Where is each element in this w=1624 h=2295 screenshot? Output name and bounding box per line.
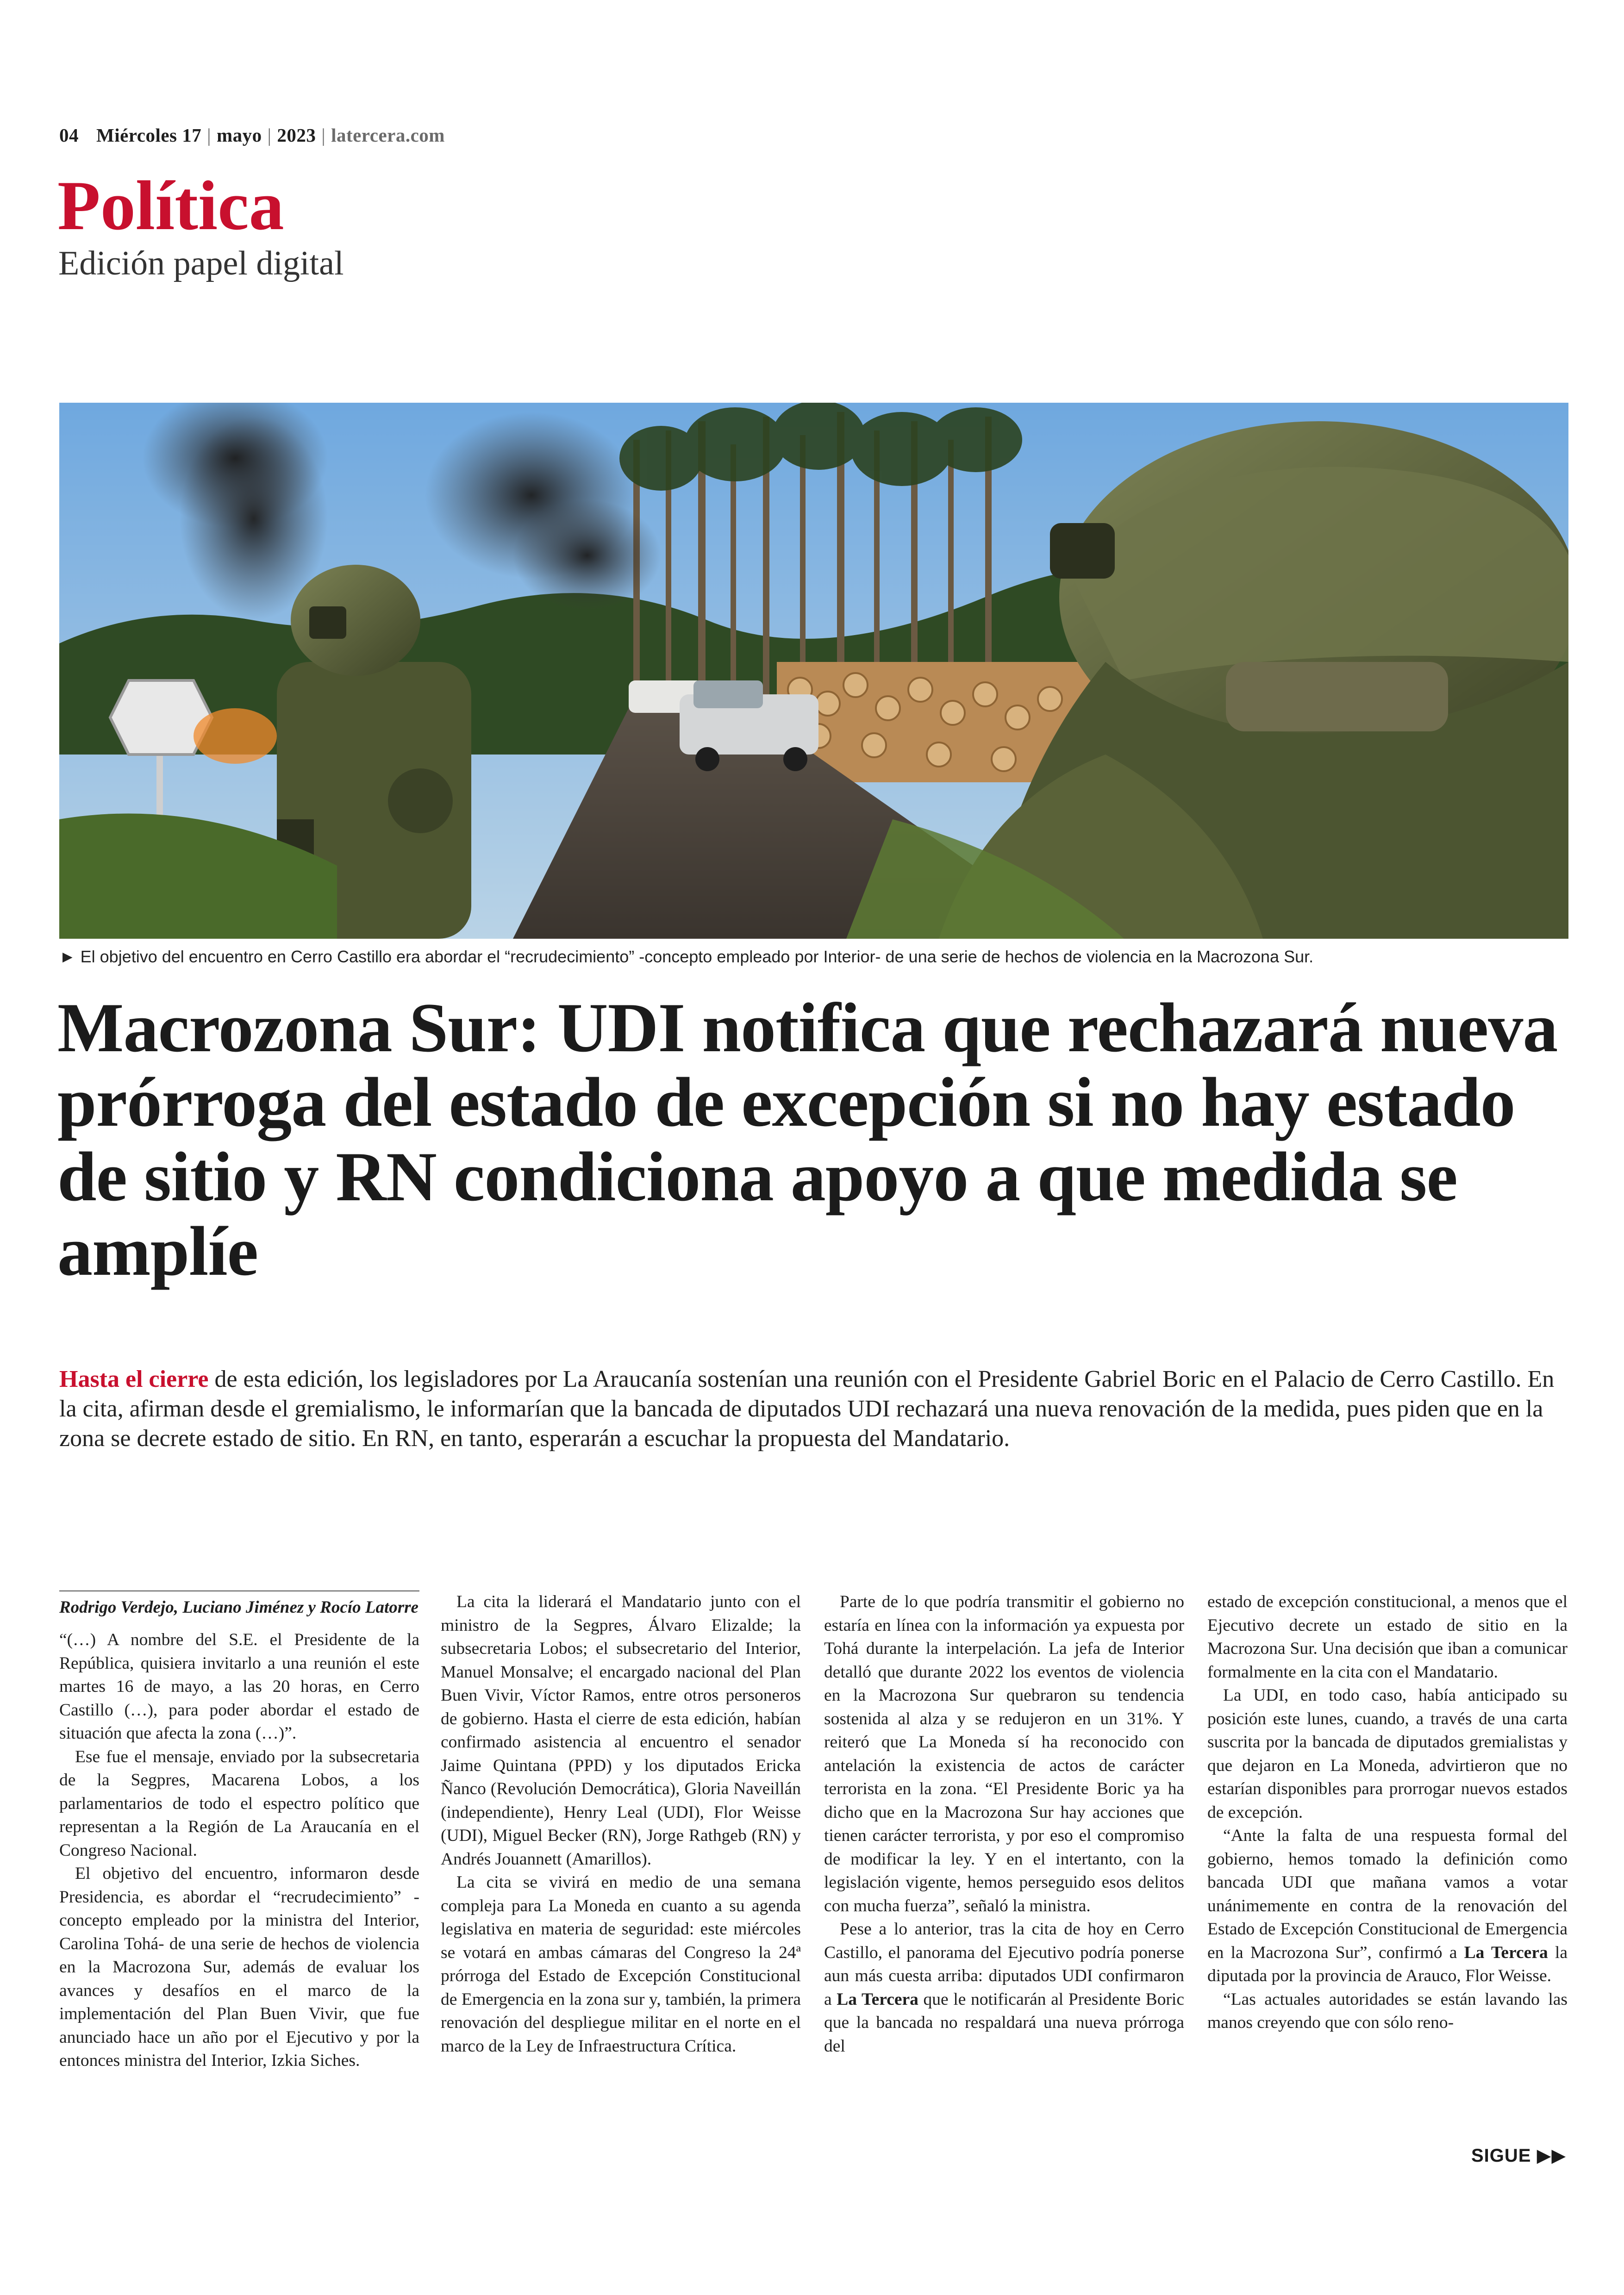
section-title: Política xyxy=(57,167,284,244)
date-year: 2023 xyxy=(277,125,316,146)
edition-label: Edición papel digital xyxy=(58,244,344,282)
paragraph: “(…) A nombre del S.E. el Presidente de la República, quisiera invitarlo a una reunión el este martes 16 de mayo, a las 20 horas, en Cerro Castillo (…), para poder abordar el estado de situación que afecta la zona (…)”. xyxy=(59,1630,419,1743)
paragraph-text: Pese a lo anterior, tras la cita de hoy en Cerro Castillo, el panorama del Ejecutivo podría ponerse aun más cuesta arriba: diputados UDI confirmaron a xyxy=(824,1920,1184,2009)
article-column-3 xyxy=(824,1590,1184,2058)
continue-marker[interactable]: SIGUE ▶▶ xyxy=(1471,2145,1567,2166)
paragraph-text: “Ante la falta de una respuesta formal del gobierno, hemos tomado la definición como bancada UDI que mañana vamos a votar unánimemente en contra de la renovación del Estado de Excepción Constitucional de Emergencia en la Macrozona Sur”, confirmó a xyxy=(1207,1826,1568,1962)
paragraph: estado de excepción constitucional, a menos que el Ejecutivo decrete un estado de sitio en la Macrozona Sur. Una decisión que iban a comunicar formalmente en la cita con el Mandatario. xyxy=(1207,1592,1568,1682)
date-day: Miércoles 17 xyxy=(96,125,202,146)
photo-caption: ► El objetivo del encuentro en Cerro Castillo era abordar el “recrudecimiento” -concepto empleado por Interior- de una serie de hechos de violencia en la Macrozona Sur. xyxy=(59,947,1314,966)
site-link[interactable]: latercera.com xyxy=(331,125,445,146)
paragraph: Ese fue el mensaje, enviado por la subsecretaria de la Segpres, Macarena Lobos, a los parlamentarios de todo el espectro político que representan a la Región de La Araucanía en el Congreso Nacional. xyxy=(59,1747,419,1860)
main-photo xyxy=(59,403,1568,939)
byline: Rodrigo Verdejo, Luciano Jiménez y Rocío Latorre xyxy=(59,1590,419,1619)
date-month: mayo xyxy=(216,125,262,146)
paragraph xyxy=(824,1918,1184,2058)
paragraph: La cita la liderará el Mandatario junto con el ministro de la Segpres, Álvaro Elizalde; la subsecretaria Lobos; el subsecretario del Interior, Manuel Monsalve; el encargado nacional del Plan Buen Vivir, Víctor Ramos, entre otros personeros de gobierno. Hasta el cierre de esta edición, habían confirmado asistencia al encuentro el senador Jaime Quintana (PPD) y los diputados Ericka Ñanco (Revolución Democrática), Gloria Naveillán (independiente), Henry Leal (UDI), Flor Weisse (UDI), Miguel Becker (RN), Jorge Rathgeb (RN) y Andrés Jouannett (Amarillos). xyxy=(441,1592,801,1869)
article-column-4 xyxy=(1207,1590,1568,2035)
paragraph: Parte de lo que podría transmitir el gobierno no estaría en línea con la información ya expuesta por Tohá durante la interpelación. La jefa de Interior detalló que durante 2022 los eventos de violencia en la Macrozona Sur quebraron su tendencia sostenida al alza y se redujeron en un 31%. Y reiteró que La Moneda sí ha reconocido con antelación la existencia de actos de carácter terrorista en la zona. “El Presidente Boric ya ha dicho que en la Macrozona Sur hay acciones que tienen carácter terrorista, y por eso el compromiso de modificar la ley. Y en el intertanto, con la legislación vigente, hemos perseguido esos delitos con mucha fuerza”, señaló la ministra. xyxy=(824,1592,1184,1915)
publication-name: La Tercera xyxy=(1464,1943,1548,1962)
paragraph: La UDI, en todo caso, había anticipado su posición este lunes, cuando, a través de una carta suscrita por la bancada de diputados gremialistas y que dejaron en La Moneda, advirtieron que no estarían disponibles para prorrogar nuevos estados de excepción. xyxy=(1207,1686,1568,1822)
photo-illustration xyxy=(59,403,1568,939)
paragraph: El objetivo del encuentro, informaron desde Presidencia, es abordar el “recrudecimiento” -concepto empleado por la ministra del Interior, Carolina Tohá- de una serie de hechos de violencia en la Macrozona Sur, además de evaluar los avances y desafíos en el marco de la implementación del Plan Buen Vivir, que fue anunciado hace un año por el Ejecutivo y por la entonces ministra del Interior, Izkia Siches. xyxy=(59,1864,419,2070)
article-column-2 xyxy=(441,1590,801,2058)
publication-name: La Tercera xyxy=(837,1989,918,2009)
paragraph: La cita se vivirá en medio de una semana compleja para La Moneda en cuanto a su agenda legislativa en materia de seguridad: este miércoles se votará en ambas cámaras del Congreso la 24ª prórroga del Estado de Excepción Constitucional de Emergencia en la zona sur y, también, la primera renovación del despliegue militar en el norte en el marco de la Ley de Infraestructura Crítica. xyxy=(441,1873,801,2056)
paragraph-text: que le notificarán al Presidente Boric que la bancada no respaldará una nueva prórroga del xyxy=(824,1989,1184,2056)
paragraph xyxy=(1207,1824,1568,1988)
page-meta: 04 Miércoles 17 | mayo | 2023 | latercera.com xyxy=(59,125,445,146)
headline: Macrozona Sur: UDI notifica que rechazará nueva prórroga del estado de excepción si no hay estado de sitio y RN condiciona apoyo a que medida se amplíe xyxy=(57,989,1558,1290)
paragraph: “Las actuales autoridades se están lavando las manos creyendo que con sólo reno- xyxy=(1207,1989,1568,2032)
paragraph-text: la diputada por la provincia de Arauco, Flor Weisse. xyxy=(1207,1943,1568,1985)
lead-paragraph xyxy=(59,1365,1559,1453)
page-number: 04 xyxy=(59,125,79,146)
lead-kicker: Hasta el cierre xyxy=(59,1366,209,1392)
lead-text: de esta edición, los legisladores por La Araucanía sostenían una reunión con el Presidente Gabriel Boric en el Palacio de Cerro Castillo. En la cita, afirman desde el gremialismo, le informarían que la bancada de diputados UDI rechazará una nueva renovación de la medida, pues piden que en la zona se decrete estado de sitio. En RN, en tanto, esperarán a escuchar la propuesta del Mandatario. xyxy=(59,1366,1555,1452)
article-column-1 xyxy=(59,1590,419,2073)
